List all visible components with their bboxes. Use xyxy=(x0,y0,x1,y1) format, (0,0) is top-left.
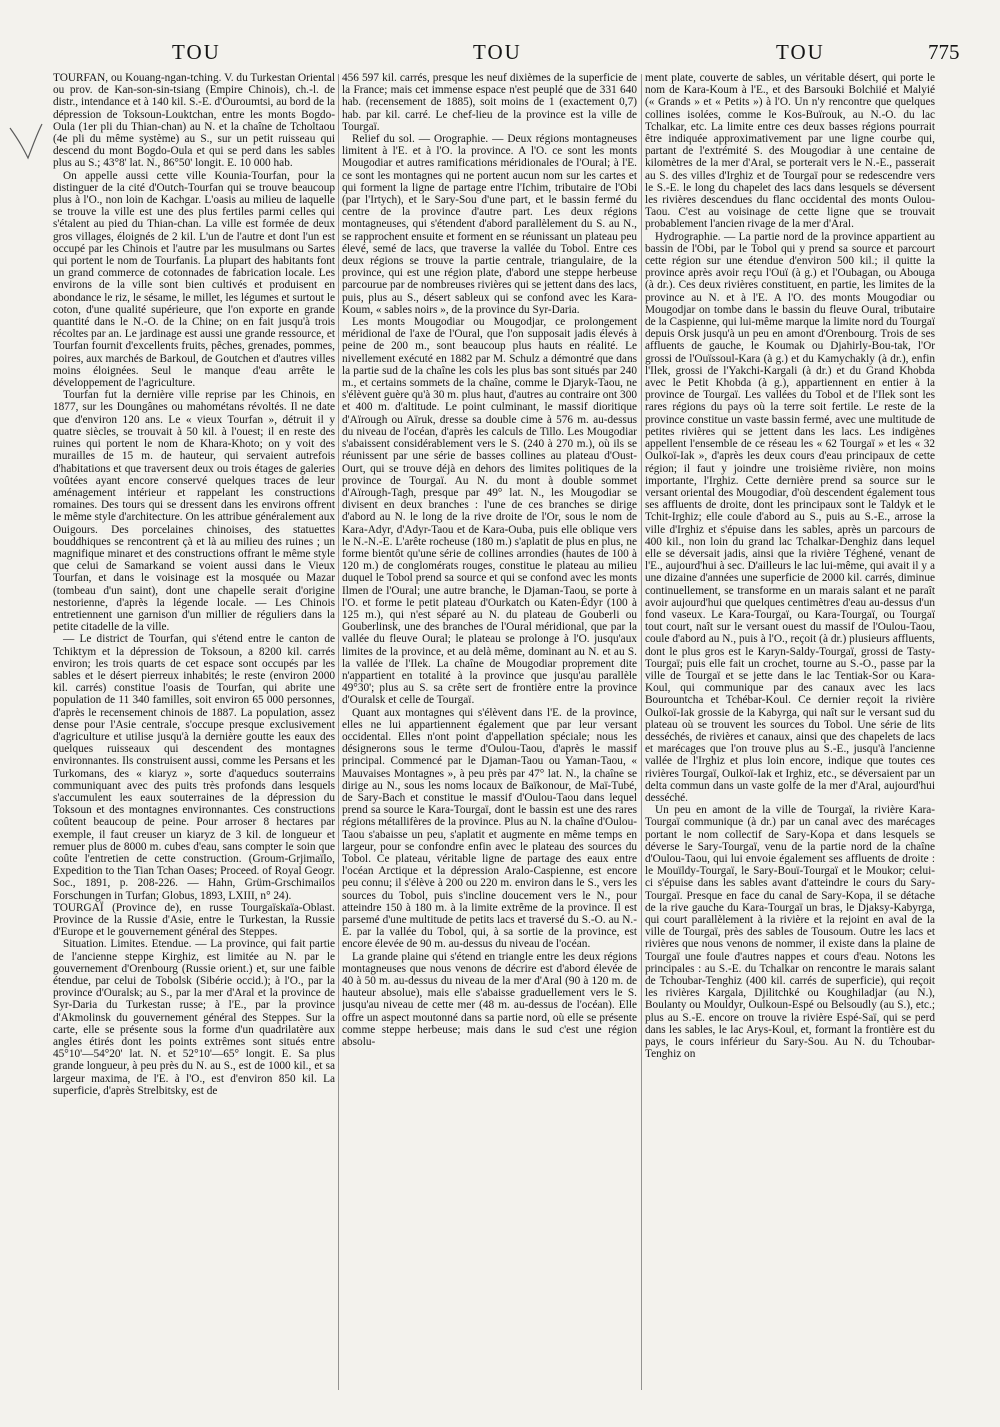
paragraph: Hydrographie. — La partie nord de la province appartient au bassin de l'Obi, par le Tobol qui y prend sa source et parcourt cette région sur une étendue d'environ 500 kil.; il quitte la province après avoir reçu l'Ouï (à g.) et l'Oubagan, ou Abouga (à dr.). Ces deux rivières constituent, en partie, les limites de la province au N. et à l'E. A l'O. des monts Mougodiar ou Mougodjar on tombe dans le bassin du fleuve Oural, tributaire de la Caspienne, qui lui-même marque la limite nord du Tourgaï depuis Orsk jusqu'à un peu en amont d'Orenbourg. Trois de ses affluents de gauche, le Koumak ou Djahirly-Bou-tak, l'Or grossi de l'Ouïssoul-Kara (à g.) et du Kamychakly (à dr.), enfin l'Ilek, grossi de l'Yakchi-Kargali (à dr.) et du Grand Khobda avec le Petit Khobda (à g.), appartiennent en entier à la province de Tourgaï. Les vallées du Tobol et de l'Ilek sont les rares régions du pays où la terre soit fertile. Le reste de la province constitue un vaste bassin fermé, avec une multitude de petites rivières qui se jettent dans les lacs. Les indigènes appellent l'ensemble de ce réseau les « 62 Tourgaï » et les « 32 Oulkoï-Iak », d'après les deux cours d'eau principaux de cette région; il faut y joindre une troisième rivière, non moins importante, l'Irghiz. Cette dernière prend sa source sur le versant oriental des Mougodiar, d'où descendent également tous ses affluents de droite, dont les principaux sont le Taldyk et le Tchit-Irghiz; elle coule d'abord au S., puis au S.-E., arrose la ville d'Irghiz et s'épuise dans les sables, après un parcours de 400 kil., non loin du grand lac Tchalkar-Denghiz dans lequel elle se déversait jadis, ainsi que la rivière Téghené, venant de l'E., aujourd'hui à sec. D'ailleurs le lac lui-même, qui avait il y a une dizaine d'années une superficie de 2000 kil. carrés, diminue continuellement, se transforme en un marais salant et ne paraît avoir aujourd'hui que quelques centimètres d'eau au-dessus d'un fond vaseux. Le Kara-Tourgaï, ou Kara-Tourgaï, ou Tourgaï tout court, naît sur le versant ouest du massif de l'Oulou-Taou, coule d'abord au N., puis à l'O., reçoit (à dr.) plusieurs affluents, dont le plus gros est le Karyn-Saldy-Tourgaï, grossi de Tasty-Tourgaï; puis elle fait un crochet, tourne au S.-O., passe par la ville de Tourgaï et se jette dans le lac Tentiak-Sor ou Kara-Koul, qui communique par des canaux avec les lacs Bourountcha et Tchébar-Koul. Ce dernier reçoit la rivière Oulkoï-Iak grossie de la Kabyrga, qui naît sur le versant sud du plateau où se trouvent les sources du Tobol. Une série de lits desséchés, de rivières et canaux, ainsi que des chapelets de lacs et marécages que l'on trouve plus au S.-E., jusqu'à l'ancienne vallée de l'Irghiz et plus loin encore, indique que toutes ces rivières Tourgaï, Oulkoï-Iak et Irghiz, etc., se déversaient par un delta commun dans un vaste golfe de la mer d'Aral, aujourd'hui desséché. xyxy=(645,230,935,804)
column-divider xyxy=(641,74,642,1390)
running-head-right: TOU xyxy=(776,40,825,64)
paragraph: Tourfan fut la dernière ville reprise par les Chinois, en 1877, sur les Doungânes ou mahométans révoltés. Il ne date que d'environ 120 ans. Le « vieux Tourfan », détruit il y quatre siècles, se trouvait à 50 kil. à l'ouest; il en reste des ruines qui portent le nom de Khara-Khoto; on y voit des murailles de 15 m. de hauteur, qui servaient autrefois d'habitations et que traversent deux ou trois étages de galeries voûtées ayant encore conservé quelques traces de leur aménagement intérieur et rappelant les constructions romaines. Des tours qui se dressent dans les environs offrent le même style d'architecture. On les attribue généralement aux Ouigours. Des porcelaines chinoises, des statuettes bouddhiques se rencontrent çà et là au milieu des ruines ; un magnifique minaret et des constructions offrant le même style que celui de Samarkand se voient aussi dans le Vieux Tourfan, et dans le voisinage est la mosquée ou Mazar (tombeau d'un saint), dont une chapelle serait d'origine nestorienne, d'après la légende locale. — Les Chinois entretiennent une garnison d'un millier de réguliers dans la petite citadelle de la ville. xyxy=(53,389,335,634)
column-divider xyxy=(338,74,339,1390)
paragraph: Situation. Limites. Etendue. — La province, qui fait partie de l'ancienne steppe Kirghiz, est limitée au N. par le gouvernement d'Orenbourg (Russie orient.) et, sur une faible étendue, par celui de Tobolsk (Sibérie occid.); à l'O., par la province d'Ouralsk; au S., par la mer d'Aral et la province de Syr-Daria du Turkestan russe; à l'E., par la province d'Akmolinsk du gouvernement général des Steppes. Sur la carte, elle se présente sous la forme d'un quadrilatère aux angles étirés dont les points extrêmes sont situés entre 45°10'—54°20' lat. N. et 52°10'—65° longit. E. Sa plus grande longueur, à peu près du N. au S., est de 1000 kil., et sa largeur maxima, de l'E. à l'O., est d'environ 850 kil. La superficie, d'après Strelbitsky, est de xyxy=(53,938,335,1097)
paragraph: Un peu en amont de la ville de Tourgaï, la rivière Kara-Tourgaï communique (à dr.) par un canal avec des marécages portant le nom collectif de Sary-Kopa et dans lesquels se déverse le Sary-Tourgaï, venu de la partie nord de la chaîne d'Oulou-Taou, qui lui envoie également ses affluents de droite : le Mouïldy-Tourgaï, le Sary-Bouï-Tourgaï et le Moukor; celui-ci s'épuise dans les sables avant d'atteindre le cours du Sary-Tourgaï. Presque en face du canal de Sary-Kopa, il se détache de la rive gauche du Kara-Tourgaï un bras, le Djaksy-Kabyrga, qui court parallèlement à la rivière et la rejoint en aval de la ville de Tourgaï, près des sables de Tousoum. Outre les lacs et rivières que nous venons de nommer, il existe dans la plaine de Tourgaï une foule d'autres nappes et cours d'eau. Notons les principales : au S.-E. du Tchalkar on rencontre le marais salant de Tchoubar-Tenghiz (400 kil. carrés de superficie), qui reçoit les rivières Kargala, Djilitchké ou Koughiladjar (au N.), Boulanty ou Mouldyr, Oulkoun-Espé ou Belsoudly (au S.), etc.; plus au S.-E. encore on trouve la rivière Espé-Saï, qui se perd dans les sables, le lac Arys-Koul, et, formant la frontière est du pays, le cours inférieur du Sary-Sou. Au N. du Tchoubar-Tenghiz on xyxy=(645,804,935,1061)
text-column-2 xyxy=(342,72,637,1402)
entry-tourgai: TOURGAÏ (Province de), en russe Tourgaïskaïa-Oblast. Province de la Russie d'Asie, entre le Turkestan, la Russie d'Europe et le gouvernement général des Steppes. xyxy=(53,901,335,939)
paragraph: Les monts Mougodiar ou Mougodjar, ce prolongement méridional de l'axe de l'Oural, que l'on supposait jadis élevés à peine de 200 m., sont beaucoup plus hauts en réalité. Le nivellement exécuté en 1882 par M. Schulz a démontré que dans la partie sud de la chaîne les cols les plus bas sont situés par 240 m., et certains sommets de la chaîne, comme le Djaryk-Taou, ne s'élèvent guère qu'à 30 m. plus haut, d'autres au contraire ont 300 et 400 m. d'altitude. Le point culminant, le massif dioritique d'Aïrough ou Aïruk, dresse sa double cime à 576 m. au-dessus du niveau de l'océan, d'après les calculs de Tillo. Les Mougodiar s'abaissent considérablement vers le S. (240 à 270 m.), où ils se réunissent par une série de basses collines au plateau d'Oust-Ourt, qui se trouve déjà en dehors des limites politiques de la province de Tourgaï. Au N. du mont à double sommet d'Aïrough-Tagh, presque par 49° lat. N., les Mougodiar se divisent en deux branches : l'une de ces branches se dirige d'abord au N. le long de la rive droite de l'Or, sous le nom de Kara-Adyr, d'Adyr-Taou et de Kara-Ouba, puis elle oblique vers le N.-N.-E. L'arête rocheuse (180 m.) s'aplatit de plus en plus, ne forme bientôt qu'une série de collines arrondies (hautes de 100 à 120 m.) de conglomérats rouges, constitue le plateau au milieu duquel le Tobol prend sa source et qui se confond avec les monts Ilmen de l'Oural; une autre branche, le Djaman-Taou, se porte à l'O. et forme le petit plateau d'Ourkatch ou Katen-Édyr (100 à 125 m.), qui n'est séparé au N. du plateau de Gouberli ou Gouberlinsk, une des branches de l'Oural méridional, que par la vallée du fleuve Oural; le plateau se prolonge à l'O. jusqu'aux limites de la province, et au delà même, dominant au N. et au S. la vallée de l'Ilek. La chaîne de Mougodiar proprement dite n'appartient en totalité à la province que jusqu'au parallèle 49°30'; plus au S. sa crête sert de frontière entre la province d'Ouralsk et celle de Tourgaï. xyxy=(342,316,637,707)
paragraph: 456 597 kil. carrés, presque les neuf dixièmes de la superficie de la France; mais cet immense espace n'est peuplé que de 331 640 hab. (recensement de 1885), soit moins de 1 (exactement 0,7) hab. par kil. carré. Le chef-lieu de la province est la ville de Tourgaï. xyxy=(342,72,637,133)
paragraph: Quant aux montagnes qui s'élèvent dans l'E. de la province, elles ne lui appartiennent également que par leur versant occidental. Elles n'ont point d'appellation spéciale; nous les désignerons sous le terme d'Oulou-Taou, d'après le massif principal. Commencé par le Djaman-Taou ou Yaman-Taou, « Mauvaises Montagnes », à peu près par 47° lat. N., la chaîne se dirige au N., sous les noms locaux de Baïkonour, de Maï-Tubé, de Sary-Bach et constitue le massif d'Oulou-Taou dans lequel prend sa source le Kara-Tourgaï, dont le bassin est une des rares régions métallifères de la province. Plus au N. la chaîne d'Oulou-Taou s'abaisse un peu, s'aplatit et augmente en même temps en largeur, pour se confondre enfin avec le plateau des sources du Tobol. Ce plateau, véritable ligne de partage des eaux entre l'océan Arctique et la dépression Aralo-Caspienne, est encore peu connu; il s'élève à 200 ou 220 m. environ dans le S., vers les sources du Tobol, puis s'incline doucement vers le N., pour atteindre 150 à 180 m. à la limite extrême de la province. Il est parsemé d'une multitude de petits lacs et traversé du S.-O. au N.-E. par la vallée du Tobol, qui, à sa sortie de la province, est encore élevée de 90 m. au-dessus du niveau de l'océan. xyxy=(342,706,637,951)
paragraph: On appelle aussi cette ville Kounia-Tourfan, pour la distinguer de la cité d'Outch-Tourfan qui se trouve beaucoup plus à l'O., non loin de Kachgar. L'oasis au milieu de laquelle se trouve la ville est une des plus fertiles parmi celles qui s'étalent au pied du Thian-chan. La ville est formée de deux gros villages, éloignés de 2 kil. L'un de l'autre et dont l'un est occupé par les Chinois et l'autre par les musulmans ou Sartes qui portent le nom de Tourfanis. La plupart des habitants font un grand commerce de cotonnades de fabrication locale. Les environs de la ville sont bien cultivés et produisent en abondance le riz, le sésame, le millet, les légumes et surtout le coton, d'une qualité supérieure, que l'on exporte en grande quantité dans le N.-O. de la Chine; on en fait jusqu'à trois récoltes par an. Le jardinage est aussi une grande ressource, et Tourfan fournit d'excellents fruits, pêches, grenades, pommes, poires, aux marchés de Barkoul, de Goutchen et d'autres villes moins éloignées. Seul le manque d'eau arrête le développement de l'agriculture. xyxy=(53,169,335,390)
paragraph: Relief du sol. — Orographie. — Deux régions montagneuses limitent à l'E. et à l'O. la province. A l'O. ce sont les monts Mougodiar et autres ramifications méridionales de l'Oural; à l'E. ce sont les montagnes qui ne portent aucun nom sur les cartes et qui forment la ligne de partage entre l'Ichim, tributaire de l'Obi (par l'Irtych), et le Sary-Sou d'une part, et le bassin fermé du centre de la province d'autre part. Les deux régions montagneuses, qui s'étendent d'abord parallèlement du S. au N., se rapprochent ensuite et forment en se réunissant un plateau peu élevé, semé de lacs, que traverse la vallée du Tobol. Entre ces deux régions se trouve la partie centrale, triangulaire, de la province, qui est une région plate, d'abord une steppe herbeuse parcourue par de nombreuses rivières qui se jettent dans des lacs, puis, plus au S., désert sableux qui se confond avec les Kara-Koum, « sables noirs », de la province du Syr-Daria. xyxy=(342,133,637,316)
running-head-center: TOU xyxy=(473,40,522,64)
paragraph: — Le district de Tourfan, qui s'étend entre le canton de Tchiktym et la dépression de Toksoun, a 8200 kil. carrés environ; les trois quarts de cet espace sont occupés par les sables et le désert pierreux inhabités; le reste (environ 2000 kil. carrés) constitue l'oasis de Tourfan, qui abrite une population de 11 340 familles, soit environ 65 000 personnes, d'après le recensement chinois de 1887. La population, assez dense pour l'Asie centrale, s'occupe presque exclusivement d'agriculture et utilise jusqu'à la dernière goutte les eaux des quelques ruisseaux qui descendent des montagnes environnantes. Ils construisent aussi, comme les Persans et les Turkomans, des « kiaryz », sorte d'aqueducs souterrains communiquant avec des puits très profonds dans lesquels s'accumulent les eaux souterraines de la dépression du Toksoun et des montagnes environnantes. Ces constructions coûtent beaucoup de peine. Pour arroser 8 hectares par exemple, il faut creuser un kiaryz de 3 kil. de longueur et remuer plus de 8000 m. cubes d'eau, sans compter le soin que coûte l'entretien de cette construction. (Groum-Grjimaïlo, Expedition to the Tian Tchan Oases; Proceed. of Royal Geogr. Soc., 1891, p. 208-226. — Hahn, Grüm-Grschimailos Forschungen in Turfan; Globus, 1893, LXIII, n° 24). xyxy=(53,633,335,902)
margin-pencil-mark xyxy=(6,118,46,166)
running-head-left: TOU xyxy=(172,40,221,64)
text-column-1 xyxy=(53,72,335,1402)
entry-tourfan: TOURFAN, ou Kouang-ngan-tching. V. du Turkestan Oriental ou prov. de Kan-son-sin-tsiang (Empire Chinois), ch.-l. de distr., intendance et à 140 kil. S.-E. d'Ouroumtsi, au bord de la dépression de Toksoun-Louktchan, entre les monts Bogdo-Oula (1er pli du Thian-chan) au N. et la chaîne de Tcholtaou (4e pli du même système) au S., sur un petit ruisseau qui descend du mont Bogdo-Oula et qui se perd dans les sables plus au S.; 43°8' lat. N., 86°50' longit. E. 10 000 hab. xyxy=(53,72,335,170)
paragraph: La grande plaine qui s'étend en triangle entre les deux régions montagneuses que nous venons de décrire est d'abord élevée de 40 à 50 m. au-dessus du niveau de la mer d'Aral (90 à 120 m. de hauteur absolue), mais elle s'abaisse graduellement vers le S. jusqu'au niveau de cette mer (48 m. au-dessus de l'océan). Elle offre un aspect moutonné dans sa partie nord, où elle se présente comme steppe herbeuse; mais dans le sud c'est une région absolu- xyxy=(342,950,637,1049)
text-column-3 xyxy=(645,72,935,1402)
page-number: 775 xyxy=(928,40,960,64)
paragraph: ment plate, couverte de sables, un véritable désert, qui porte le nom de Kara-Koum à l'E., et des Barsouki Bolchiié et Malyié (« Grands » et « Petits ») à l'O. Un n'y rencontre que quelques collines isolées, comme le Kos-Buïrouk, au N.-O. du lac Tchalkar, etc. La limite entre ces deux basses régions pourrait être indiquée approximativement par une ligne courbe qui, partant de l'extrémité S. des Mougodiar à une centaine de kilomètres de la mer d'Aral, se porterait vers le N.-E., passerait au S. des villes d'Irghiz et de Tourgaï pour se redescendre vers le S.-E. le long du chapelet des lacs dans lesquels se déversent les rivières descendues du flanc occidental des monts Oulou-Taou. C'est au voisinage de cette ligne que se trouvait probablement l'ancien rivage de la mer d'Aral. xyxy=(645,72,935,231)
running-header xyxy=(0,40,1000,70)
